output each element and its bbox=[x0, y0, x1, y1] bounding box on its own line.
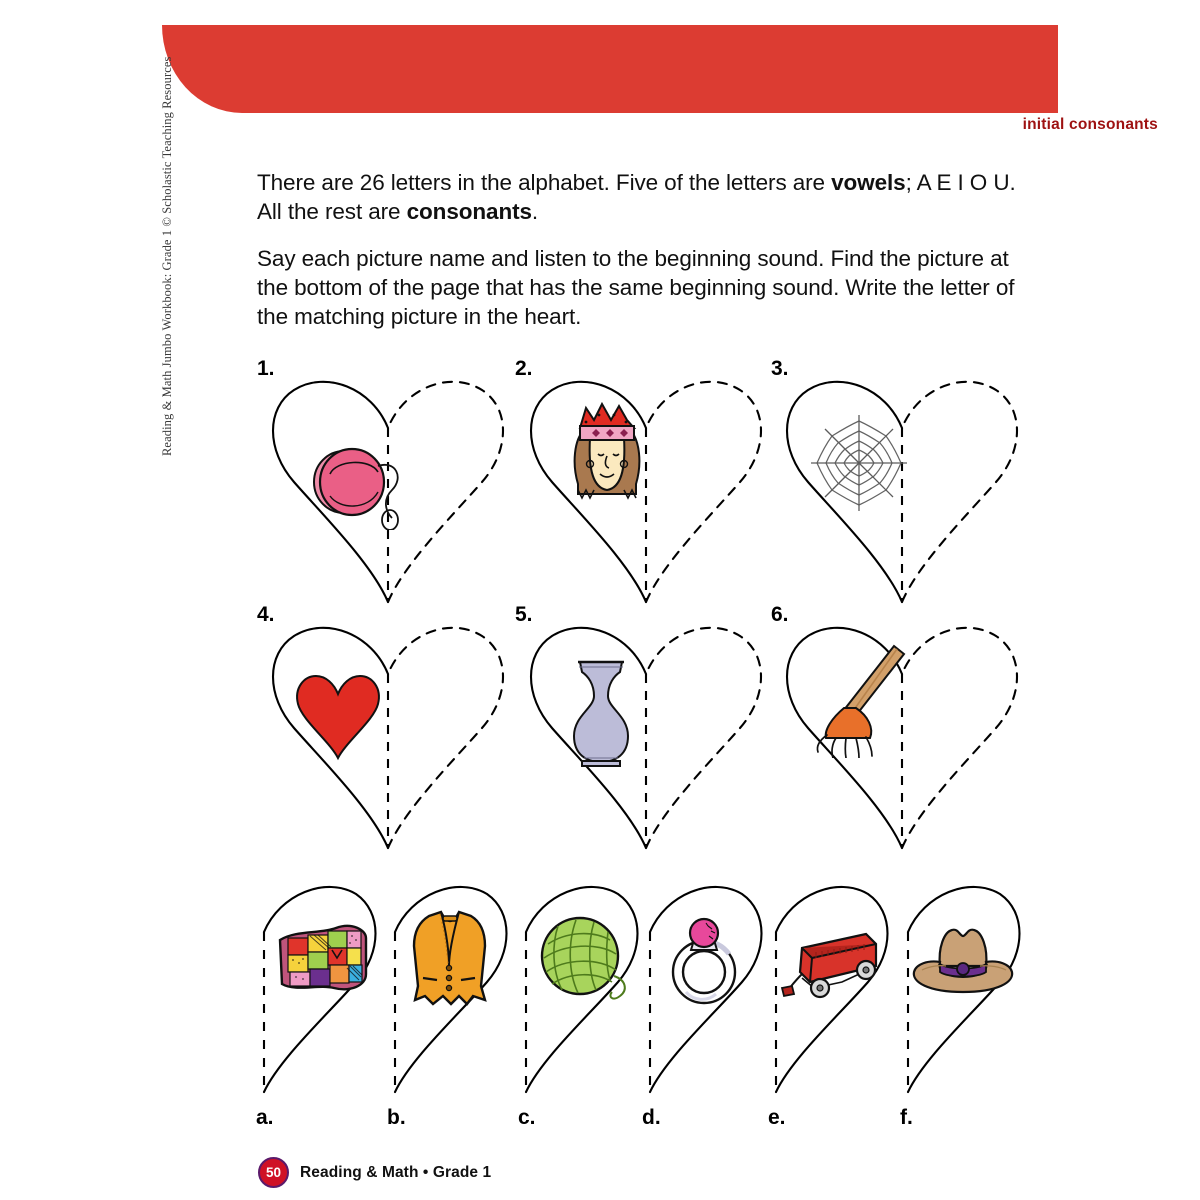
answer-choice-f[interactable] bbox=[896, 878, 1031, 1133]
heart-outline-3 bbox=[766, 364, 1021, 610]
instructions-block bbox=[257, 168, 1027, 349]
answer-choice-a[interactable] bbox=[252, 878, 387, 1133]
instruction-p1-part-a: There are 26 letters in the alphabet. Five of the letters are bbox=[257, 170, 832, 195]
question-number-1: 1. bbox=[257, 357, 275, 380]
page-footer bbox=[258, 1157, 491, 1188]
heart-question-4[interactable] bbox=[252, 598, 507, 846]
half-heart-outline-a bbox=[252, 878, 387, 1100]
question-number-6: 6. bbox=[771, 603, 789, 626]
instruction-p1-bold-vowels: vowels bbox=[831, 170, 906, 195]
heart-outline-2 bbox=[510, 364, 765, 610]
header-banner bbox=[162, 25, 1058, 113]
answer-choice-e[interactable] bbox=[764, 878, 899, 1133]
heart-question-3[interactable] bbox=[766, 352, 1021, 600]
heart-question-6[interactable] bbox=[766, 598, 1021, 846]
half-heart-outline-d bbox=[638, 878, 773, 1100]
side-credit-text: Reading & Math Jumbo Workbook: Grade 1 © Scholastic Teaching Resources bbox=[160, 56, 174, 456]
question-number-3: 3. bbox=[771, 357, 789, 380]
answer-choice-c[interactable] bbox=[514, 878, 649, 1133]
answer-choice-d[interactable] bbox=[638, 878, 773, 1133]
half-heart-outline-c bbox=[514, 878, 649, 1100]
half-heart-outline-f bbox=[896, 878, 1031, 1100]
heart-question-1[interactable] bbox=[252, 352, 507, 600]
instruction-p1-bold-consonants: consonants bbox=[406, 199, 532, 224]
answer-letter-c: c. bbox=[518, 1106, 536, 1129]
answer-letter-a: a. bbox=[256, 1106, 274, 1129]
heart-outline-5 bbox=[510, 610, 765, 856]
heart-question-2[interactable] bbox=[510, 352, 765, 600]
heart-question-5[interactable] bbox=[510, 598, 765, 846]
page-number-badge: 50 bbox=[258, 1157, 289, 1188]
instruction-p1-part-c: . bbox=[531, 199, 539, 224]
answer-letter-f: f. bbox=[900, 1106, 913, 1129]
footer-title: Reading & Math • Grade 1 bbox=[300, 1163, 492, 1181]
instruction-paragraph-2: Say each picture name and listen to the beginning sound. Find the picture at the bottom of the page that has the same beginning sound. Write the letter of the matching picture in the heart. bbox=[257, 246, 1015, 329]
question-number-5: 5. bbox=[515, 603, 533, 626]
heart-outline-4 bbox=[252, 610, 507, 856]
answer-letter-e: e. bbox=[768, 1106, 786, 1129]
heart-outline-6 bbox=[766, 610, 1021, 856]
answer-letter-b: b. bbox=[387, 1106, 406, 1129]
question-number-4: 4. bbox=[257, 603, 275, 626]
answer-letter-d: d. bbox=[642, 1106, 661, 1129]
answer-choices-row bbox=[252, 878, 1042, 1148]
half-heart-outline-b bbox=[383, 878, 518, 1100]
half-heart-outline-e bbox=[764, 878, 899, 1100]
heart-outline-1 bbox=[252, 364, 507, 610]
instruction-p1-part-b: ; A E I O U. All the rest are bbox=[257, 170, 1016, 224]
worksheet-topic-label: initial consonants bbox=[1022, 116, 1158, 133]
instruction-paragraph-1 bbox=[257, 168, 1027, 226]
question-number-2: 2. bbox=[515, 357, 533, 380]
answer-choice-b[interactable] bbox=[383, 878, 518, 1133]
